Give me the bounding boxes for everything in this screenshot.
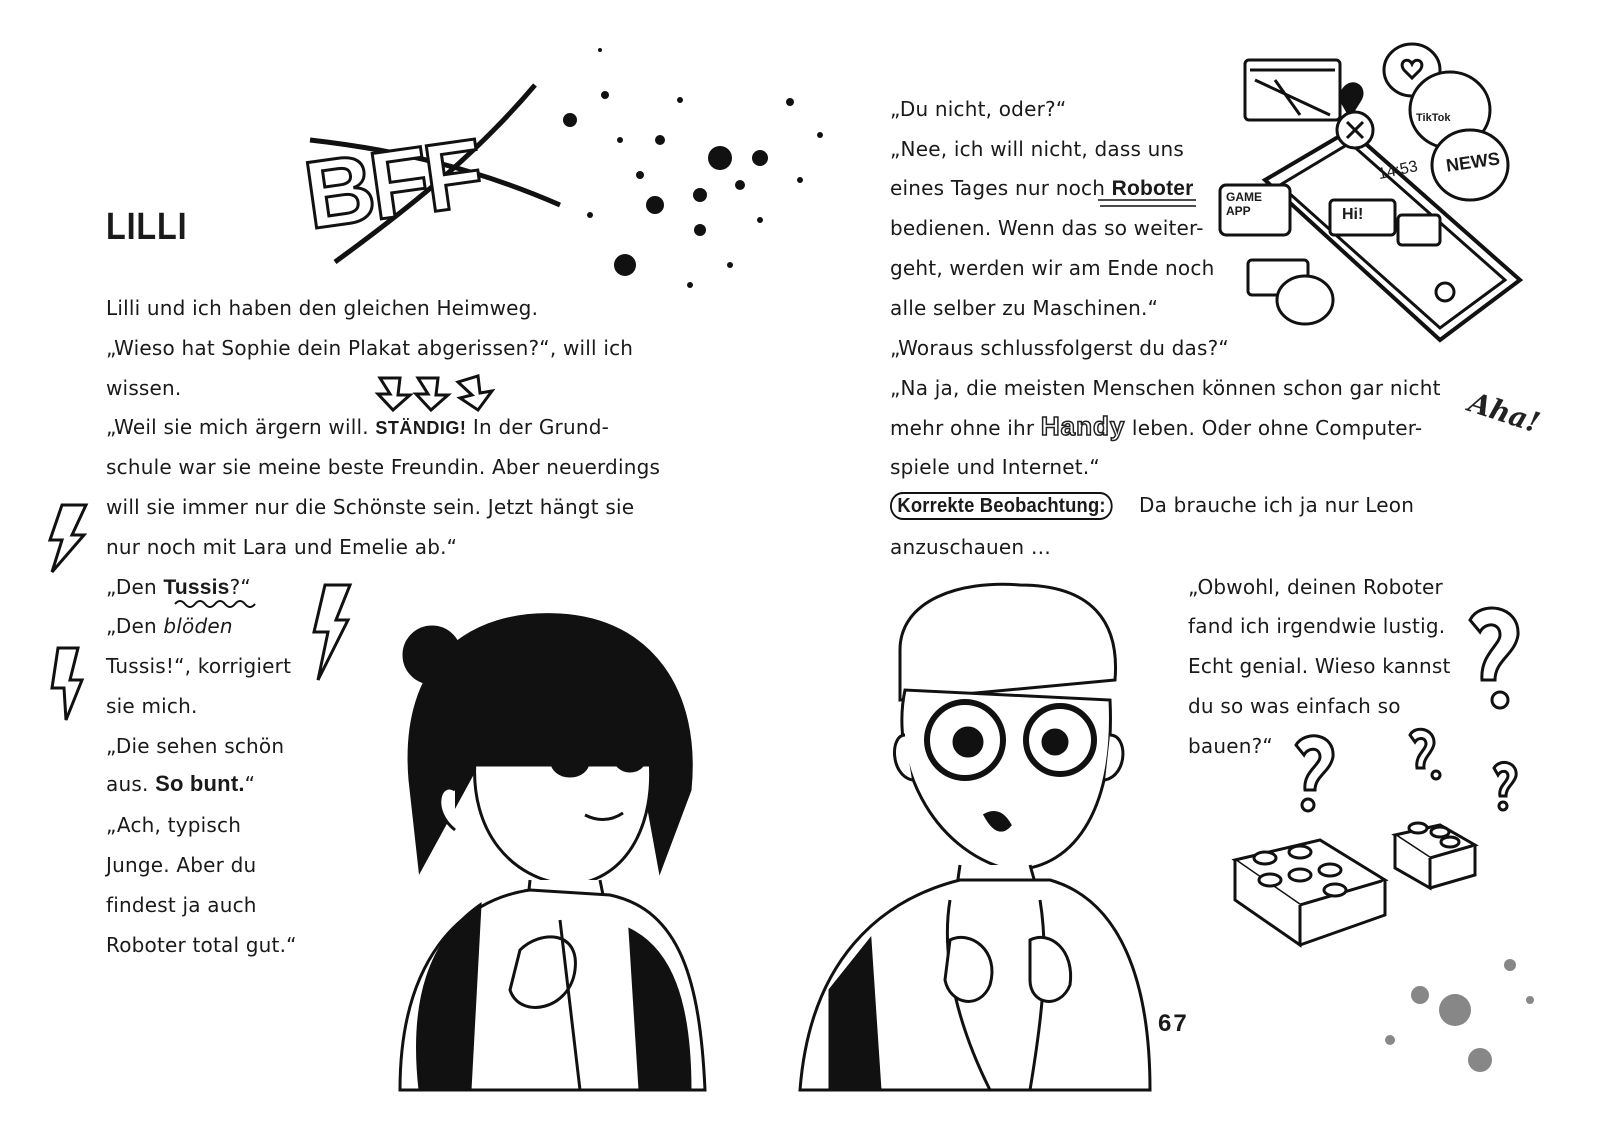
text-line: „Weil sie mich ärgern will. STÄNDIG! In der Grund-: [106, 415, 610, 439]
text-line: spiele und Internet.“: [890, 455, 1100, 479]
text-line: Echt genial. Wieso kannst: [1188, 654, 1451, 678]
text-line: findest ja auch: [106, 893, 257, 917]
text-line: „Ach, typisch: [106, 813, 242, 837]
chapter-title: LILLI: [106, 206, 188, 248]
text-line: anzuschauen …: [890, 535, 1052, 559]
text-line: eines Tages nur noch Roboter: [890, 176, 1194, 200]
text-line: du so was einfach so: [1188, 694, 1401, 718]
emphasis-text: Handy: [1040, 411, 1126, 441]
text-line: Tussis!“, korrigiert: [106, 654, 292, 678]
text-line: „Obwohl, deinen Roboter: [1188, 575, 1443, 599]
text-line: mehr ohne ihr Handy leben. Oder ohne Computer-: [890, 411, 1423, 441]
text-line: „Den blöden: [106, 614, 233, 638]
lego-brick-illustration: [1235, 823, 1475, 945]
emphasis-text: Tussis: [163, 576, 230, 599]
phone-time: 14:53: [1376, 158, 1420, 183]
text-line: Korrekte Beobachtung: Da brauche ich ja nur Leon: [890, 492, 1414, 520]
text-line: „Den Tussis?“: [106, 575, 251, 599]
text-line: will sie immer nur die Schönste sein. Jetzt hängt sie: [106, 495, 635, 519]
boy-illustration: [800, 584, 1150, 1090]
emphasis-text: Roboter: [1111, 177, 1194, 200]
text-line: bauen?“: [1188, 734, 1273, 758]
text-line: bedienen. Wenn das so weiter-: [890, 216, 1204, 240]
girl-illustration: [400, 615, 705, 1090]
page-number: 67: [1158, 1010, 1189, 1037]
emphasis-text: blöden: [163, 614, 233, 638]
aha-exclamation: Aha!: [1464, 385, 1544, 440]
text-line: aus. So bunt.“: [106, 771, 256, 796]
text-line: „Du nicht, oder?“: [890, 97, 1067, 121]
game-app-label: GAME APP: [1226, 190, 1262, 218]
text-line: „Wieso hat Sophie dein Plakat abgerissen?“, will ich: [106, 336, 634, 360]
bff-logo: BFF: [298, 119, 487, 250]
text-line: Junge. Aber du: [106, 853, 257, 877]
tiktok-bubble: TikTok: [1416, 112, 1451, 124]
text-line: Lilli und ich haben den gleichen Heimweg.: [106, 296, 539, 320]
text-line: sie mich.: [106, 694, 198, 718]
text-line: „Die sehen schön: [106, 734, 285, 758]
text-line: „Nee, ich will nicht, dass uns: [890, 137, 1184, 161]
arrow-icons: [378, 376, 492, 410]
text-line: nur noch mit Lara und Emelie ab.“: [106, 535, 458, 559]
ink-splatter: [563, 48, 823, 288]
emphasis-text: So bunt.: [155, 771, 245, 796]
text-line: wissen.: [106, 376, 182, 400]
text-line: Roboter total gut.“: [106, 933, 297, 957]
squiggle-underline: [175, 601, 255, 607]
hi-bubble: Hi!: [1342, 206, 1364, 223]
news-bubble: NEWS: [1444, 148, 1502, 176]
boxed-label: Korrekte Beobachtung:: [890, 492, 1113, 520]
text-line: fand ich irgendwie lustig.: [1188, 614, 1446, 638]
ink-smudge: [1385, 959, 1534, 1072]
emphasis-text: STÄNDIG!: [375, 418, 467, 438]
text-line: schule war sie meine beste Freundin. Aber neuerdings: [106, 455, 661, 479]
text-line: „Na ja, die meisten Menschen können schon gar nicht: [890, 376, 1441, 400]
text-line: alle selber zu Maschinen.“: [890, 296, 1159, 320]
text-line: geht, werden wir am Ende noch: [890, 256, 1215, 280]
text-line: „Woraus schlussfolgerst du das?“: [890, 336, 1229, 360]
